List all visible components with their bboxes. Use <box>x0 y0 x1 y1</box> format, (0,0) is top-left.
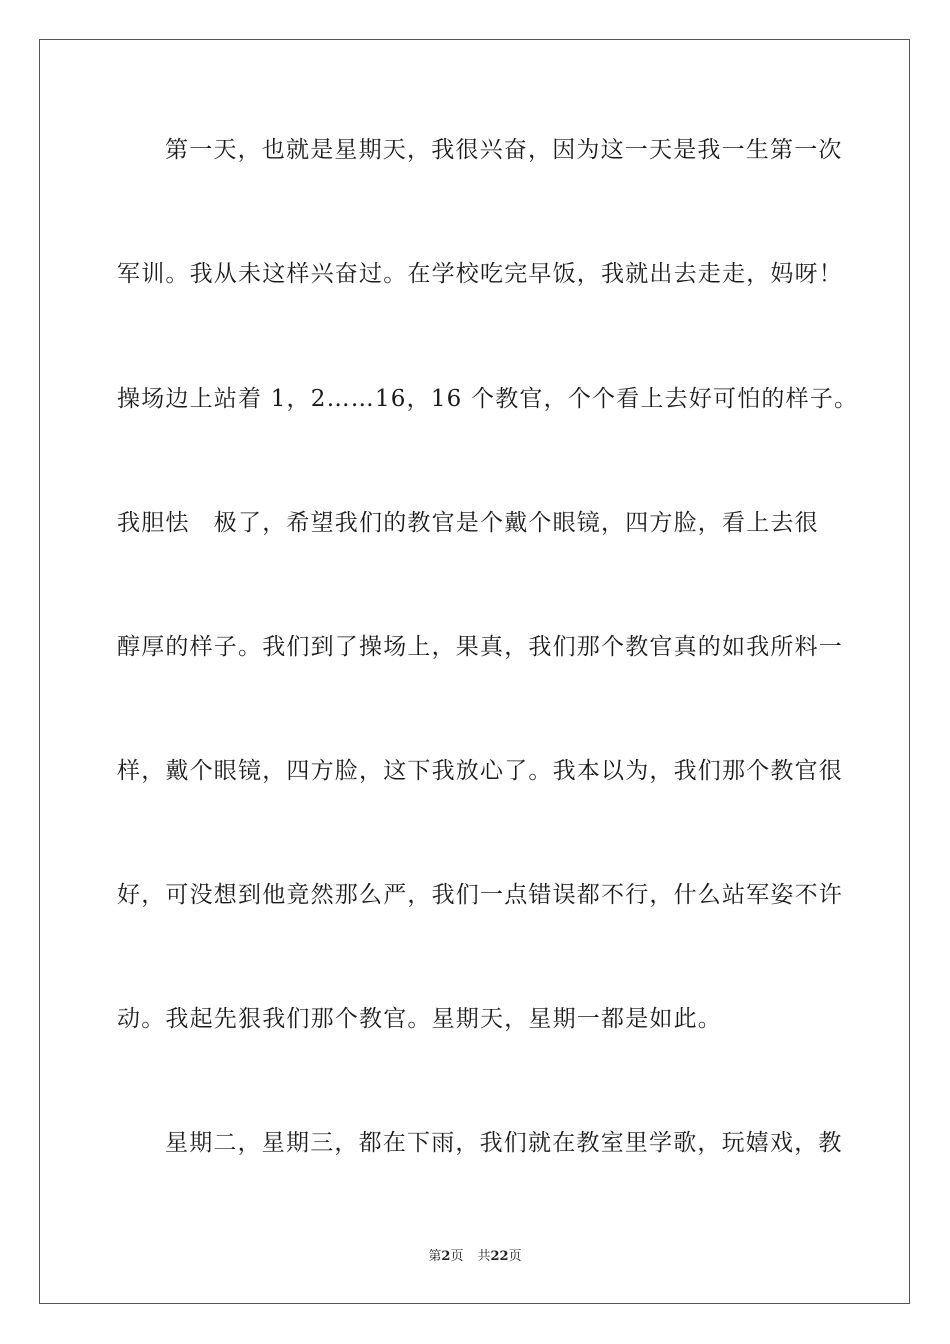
paragraph-line-9: 星期二，星期三，都在下雨，我们就在教室里学歌，玩嬉戏，教 <box>165 1130 843 1156</box>
page-frame <box>39 39 910 1304</box>
total-prefix: 共 <box>477 1249 491 1264</box>
paragraph-line-8: 动。我起先狠我们那个教官。星期天，星期一都是如此。 <box>117 1006 722 1032</box>
total-suffix: 页 <box>508 1249 522 1264</box>
page-number: 2 <box>441 1249 451 1264</box>
page-suffix: 页 <box>450 1249 464 1264</box>
paragraph-line-2: 军训。我从未这样兴奋过。在学校吃完早饭，我就出去走走，妈呀！ <box>117 261 843 287</box>
page-prefix: 第 <box>428 1249 442 1264</box>
page-footer <box>0 1248 950 1266</box>
total-pages: 22 <box>490 1249 509 1264</box>
paragraph-line-1: 第一天，也就是星期天，我很兴奋，因为这一天是我一生第一次 <box>165 137 843 163</box>
paragraph-line-7: 好，可没想到他竟然那么严，我们一点错误都不行，什么站军姿不许 <box>117 882 843 908</box>
paragraph-line-5: 醇厚的样子。我们到了操场上，果真，我们那个教官真的如我所料一 <box>117 634 843 660</box>
paragraph-line-4: 我胆怯 极了，希望我们的教官是个戴个眼镜，四方脸，看上去很 <box>117 510 819 536</box>
paragraph-line-6: 样，戴个眼镜，四方脸，这下我放心了。我本以为，我们那个教官很 <box>117 758 843 784</box>
paragraph-line-3: 操场边上站着 1，2……16，16 个教官，个个看上去好可怕的样子。 <box>117 386 859 412</box>
